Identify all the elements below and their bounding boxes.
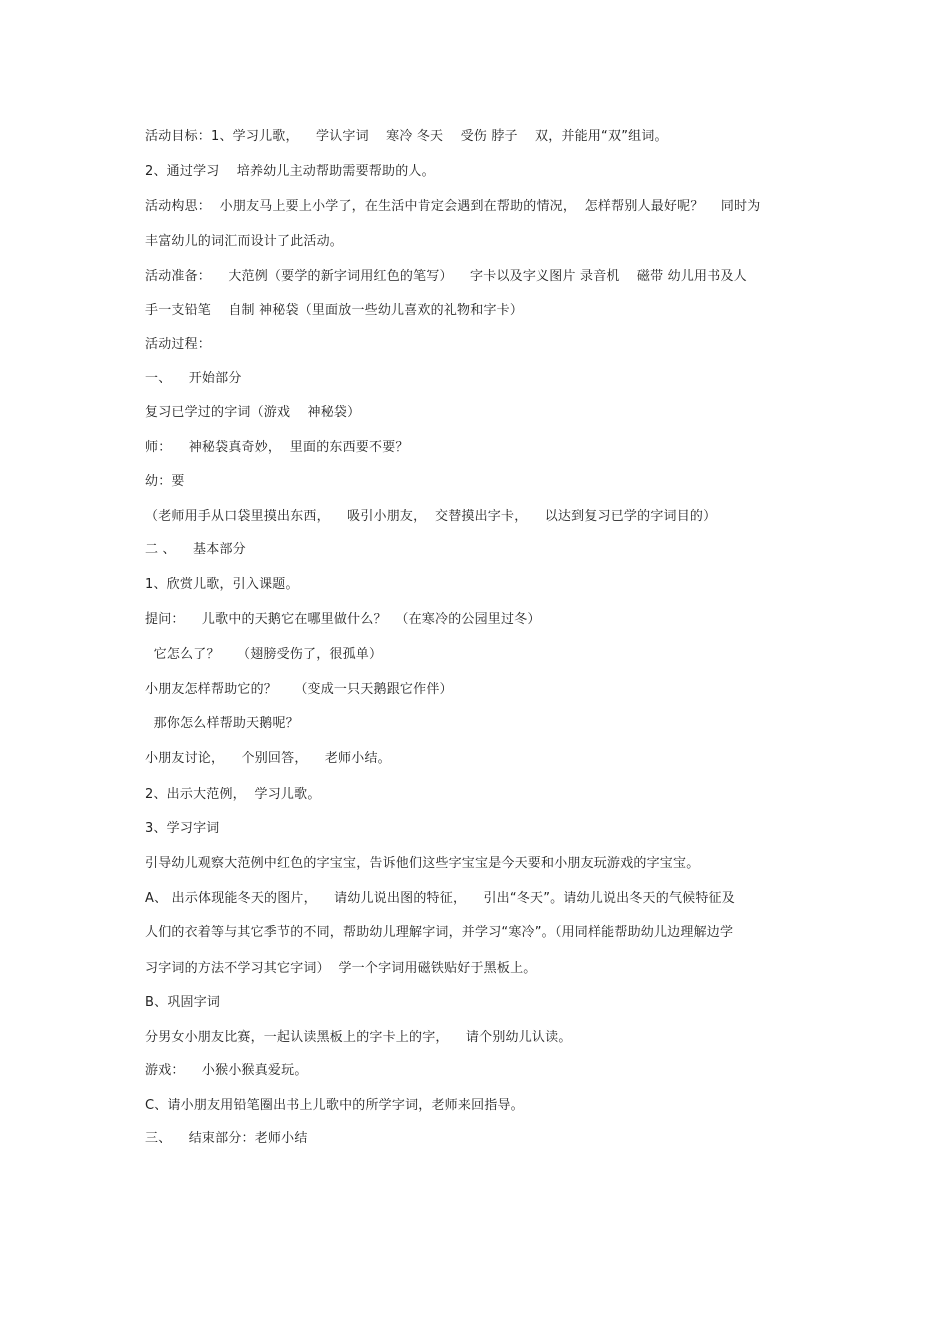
step-1-line: 1、欣赏儿歌，引入课题。 (145, 577, 299, 592)
game-line: 游戏： 小猴小猴真爱玩。 (145, 1063, 308, 1078)
teacher-line: 师： 神秘袋真奇妙， 里面的东西要不要？ (145, 440, 409, 455)
activity-prep-line-2: 手一支铅笔 自制 神秘袋（里面放一些幼儿喜欢的礼物和字卡） (145, 303, 524, 318)
guide-line: 引导幼儿观察大范例中红色的字宝宝，告诉他们这些字宝宝是今天要和小朋友玩游戏的字宝宝。 (145, 856, 700, 871)
question-line-3: 小朋友怎样帮助它的？ （变成一只天鹅跟它作伴） (145, 682, 453, 697)
discussion-line: 小朋友讨论， 个别回答， 老师小结。 (145, 751, 391, 766)
child-line: 幼：要 (145, 474, 185, 489)
step-3-line: 3、学习字词 (145, 821, 220, 836)
activity-concept-line-1: 活动构思： 小朋友马上要上小学了，在生活中肯定会遇到在帮助的情况， 怎样帮别人最好呢？ 同时为 (145, 199, 761, 214)
review-line: 复习已学过的字词（游戏 神秘袋） (145, 405, 361, 420)
teacher-note-line: （老师用手从口袋里摸出东西， 吸引小朋友， 交替摸出字卡， 以达到复习已学的字词目的） (145, 509, 717, 524)
step-a-line-3: 习字词的方法不学习其它字词） 学一个字词用磁铁贴好于黑板上。 (145, 961, 537, 976)
activity-prep-line-1: 活动准备： 大范例（要学的新字词用红色的笔写） 字卡以及字义图片 录音机 磁带 幼儿用书及人 (145, 269, 747, 284)
activity-goal-line-1: 活动目标：1、学习儿歌， 学认字词 寒冷 冬天 受伤 脖子 双，并能用“双”组词。 (145, 129, 668, 144)
step-a-line-2: 人们的衣着等与其它季节的不同，帮助幼儿理解字词，并学习“寒冷”。（用同样能帮助幼儿边理解边学 (145, 925, 734, 940)
question-line-2: 它怎么了？ （翅膀受伤了，很孤单） (145, 647, 383, 662)
step-b-heading: B、巩固字词 (145, 995, 221, 1010)
step-a-line-1: A、 出示体现能冬天的图片， 请幼儿说出图的特征， 引出“冬天”。请幼儿说出冬天的气候特征及 (145, 891, 735, 906)
section-one-heading: 一、 开始部分 (145, 371, 242, 386)
activity-concept-line-2: 丰富幼儿的词汇而设计了此活动。 (145, 234, 344, 249)
step-2-line: 2、出示大范例， 学习儿歌。 (145, 787, 321, 802)
section-three-heading: 三、 结束部分：老师小结 (145, 1131, 308, 1146)
activity-goal-line-2: 2、通过学习 培养幼儿主动帮助需要帮助的人。 (145, 164, 435, 179)
section-two-heading: 二 、 基本部分 (145, 542, 246, 557)
question-line-4: 那你怎么样帮助天鹅呢？ (145, 716, 299, 731)
activity-process-heading: 活动过程： (145, 337, 212, 352)
step-b-line: 分男女小朋友比赛，一起认读黑板上的字卡上的字， 请个别幼儿认读。 (145, 1030, 572, 1045)
question-line-1: 提问： 儿歌中的天鹅它在哪里做什么？ （在寒冷的公园里过冬） (145, 612, 541, 627)
step-c-line: C、请小朋友用铅笔圈出书上儿歌中的所学字词，老师来回指导。 (145, 1098, 524, 1113)
